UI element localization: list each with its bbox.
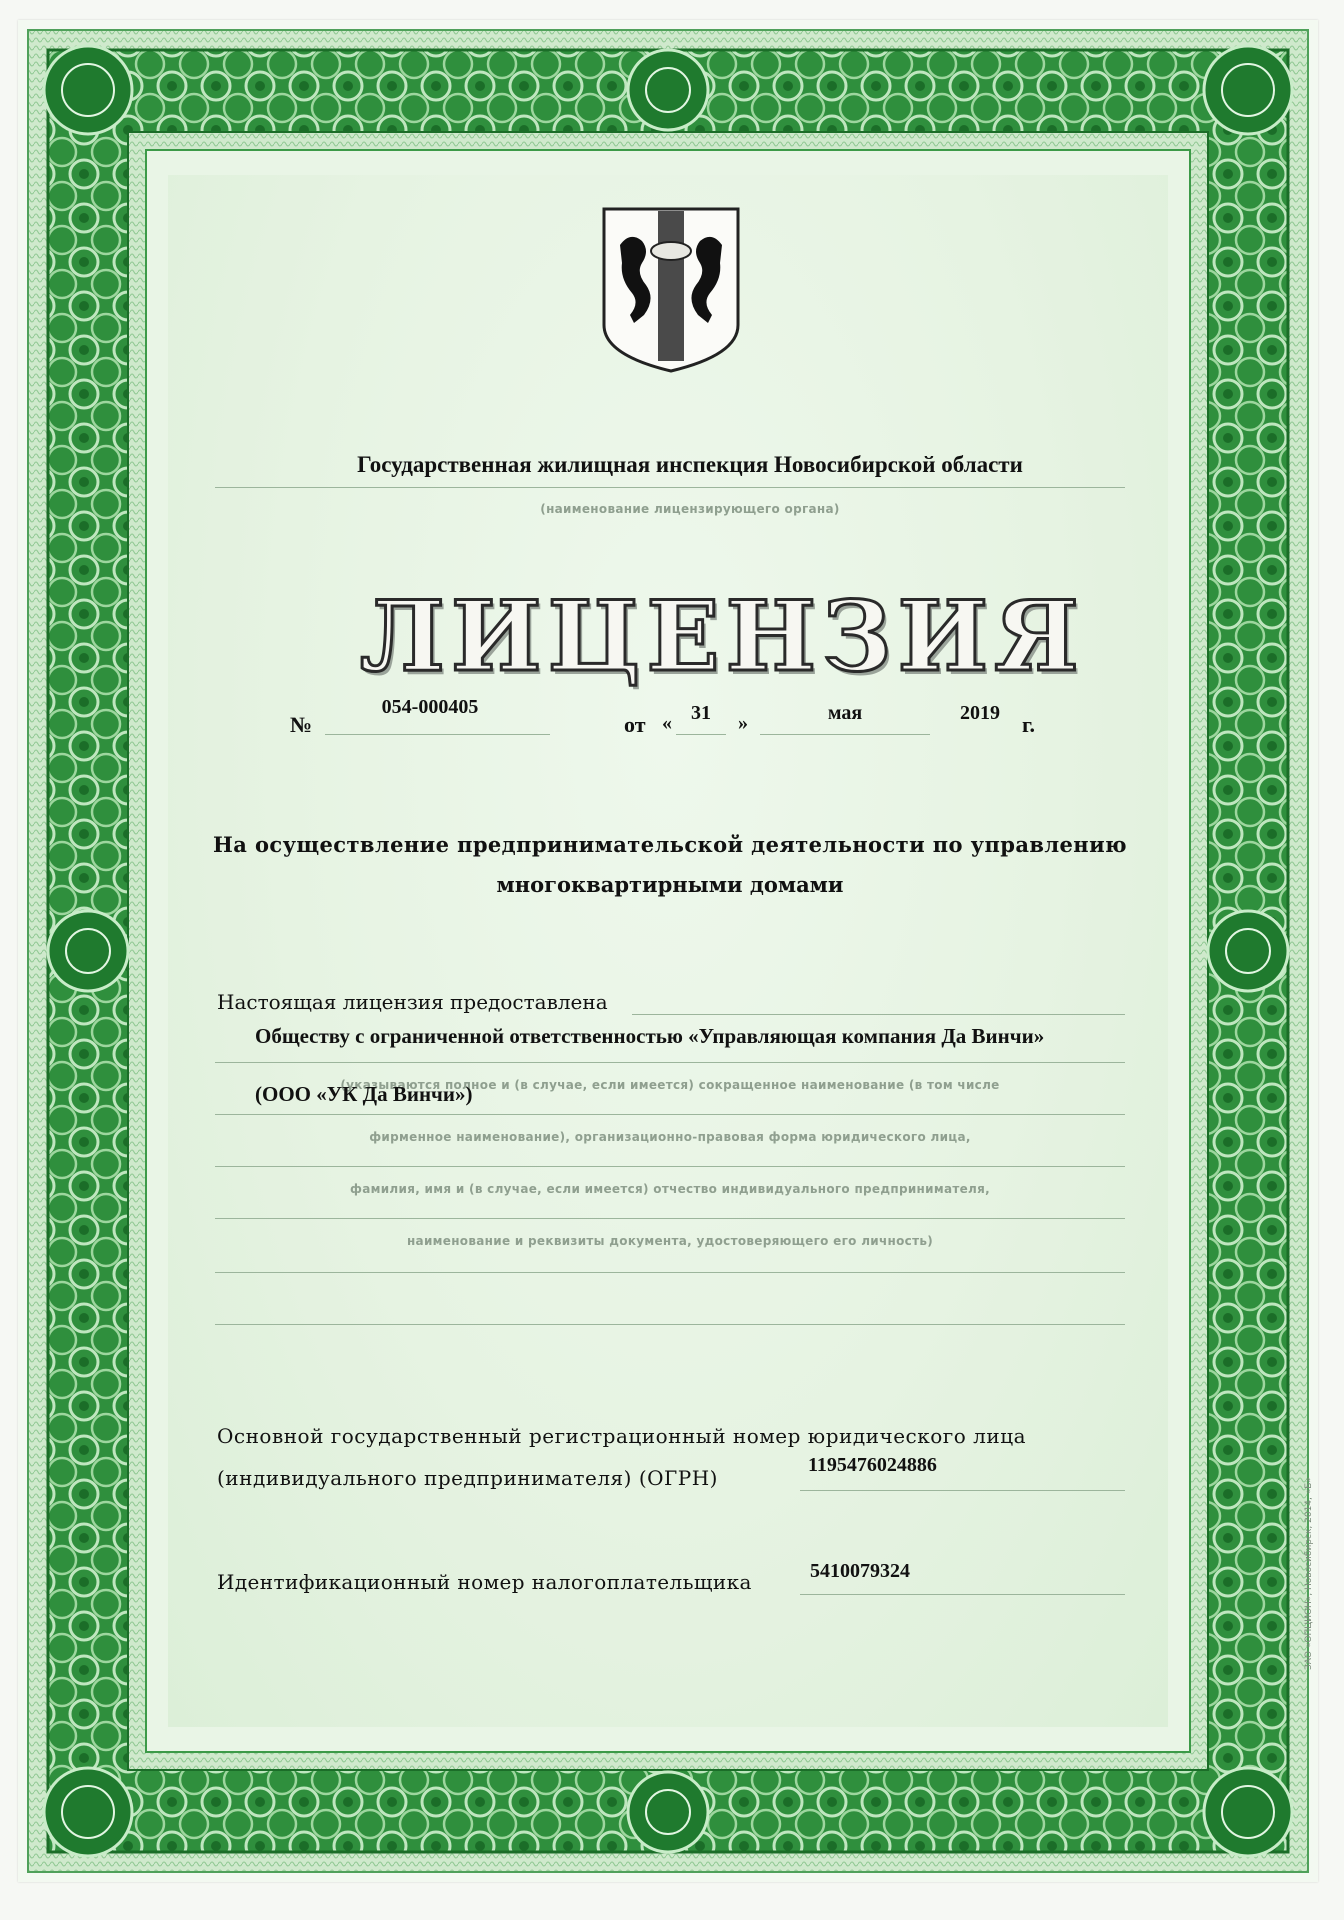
coat-of-arms-emblem bbox=[600, 205, 742, 375]
ogrn-underline bbox=[800, 1490, 1125, 1491]
grantee-underline-6 bbox=[215, 1324, 1125, 1325]
quote-open: « bbox=[662, 712, 672, 734]
grantee-underline-3 bbox=[215, 1166, 1125, 1167]
grantee-underline-4 bbox=[215, 1218, 1125, 1219]
grantee-full-name: Обществу с ограниченной ответственностью «Управляющая компания Да Винчи» bbox=[255, 1024, 1045, 1048]
grantee-hint-3: фамилия, имя и (в случае, если имеется) отчество индивидуального предпринимателя, bbox=[349, 1182, 991, 1196]
grantee-underline-5 bbox=[215, 1272, 1125, 1273]
document-field bbox=[168, 175, 1168, 1727]
day-underline bbox=[676, 734, 726, 735]
year-suffix: г. bbox=[1022, 712, 1036, 737]
number-underline bbox=[325, 734, 550, 735]
inn-label: Идентификационный номер налогоплательщика bbox=[217, 1570, 752, 1594]
ogrn-label-2: (индивидуального предпринимателя) (ОГРН) bbox=[217, 1466, 718, 1490]
month-underline bbox=[760, 734, 930, 735]
grantee-hint-1: (указываются полное и (в случае, если имеется) сокращенное наименование (в том числе bbox=[340, 1078, 1000, 1092]
grantee-underline-0 bbox=[632, 1014, 1125, 1015]
number-sign: № bbox=[290, 712, 313, 737]
authority-underline bbox=[215, 487, 1125, 488]
grantee-short-name: (ООО «УК Да Винчи») bbox=[255, 1082, 473, 1106]
license-month: мая bbox=[827, 702, 863, 724]
activity-line-2: многоквартирными домами bbox=[496, 872, 844, 897]
license-number: 054-000405 bbox=[381, 696, 479, 718]
printer-imprint: ЗАО «ОПЦИОН», Новосибирск, 2014, «Б» bbox=[1304, 1477, 1314, 1670]
ogrn-label-1: Основной государственный регистрационный номер юридического лица bbox=[217, 1424, 1026, 1448]
grantee-label: Настоящая лицензия предоставлена bbox=[217, 990, 608, 1014]
activity-line-1: На осуществление предпринимательской деятельности по управлению bbox=[213, 832, 1127, 857]
license-day: 31 bbox=[691, 702, 711, 724]
authority-name: Государственная жилищная инспекция Новосибирской области bbox=[357, 452, 1023, 477]
inn-underline bbox=[800, 1594, 1125, 1595]
grantee-underline-2 bbox=[215, 1114, 1125, 1115]
date-prefix: от bbox=[624, 712, 646, 737]
authority-hint: (наименование лицензирующего органа) bbox=[540, 502, 840, 516]
grantee-underline-1 bbox=[215, 1062, 1125, 1063]
grantee-hint-2: фирменное наименование), организационно-правовая форма юридического лица, bbox=[369, 1130, 971, 1144]
grantee-hint-4: наименование и реквизиты документа, удостоверяющего его личность) bbox=[406, 1234, 934, 1248]
quote-close: » bbox=[738, 712, 748, 734]
inn-value: 5410079324 bbox=[810, 1560, 910, 1582]
license-year: 2019 bbox=[960, 702, 1000, 724]
ogrn-value: 1195476024886 bbox=[808, 1454, 937, 1476]
document-title: ЛИЦЕНЗИЯ bbox=[360, 580, 1085, 693]
